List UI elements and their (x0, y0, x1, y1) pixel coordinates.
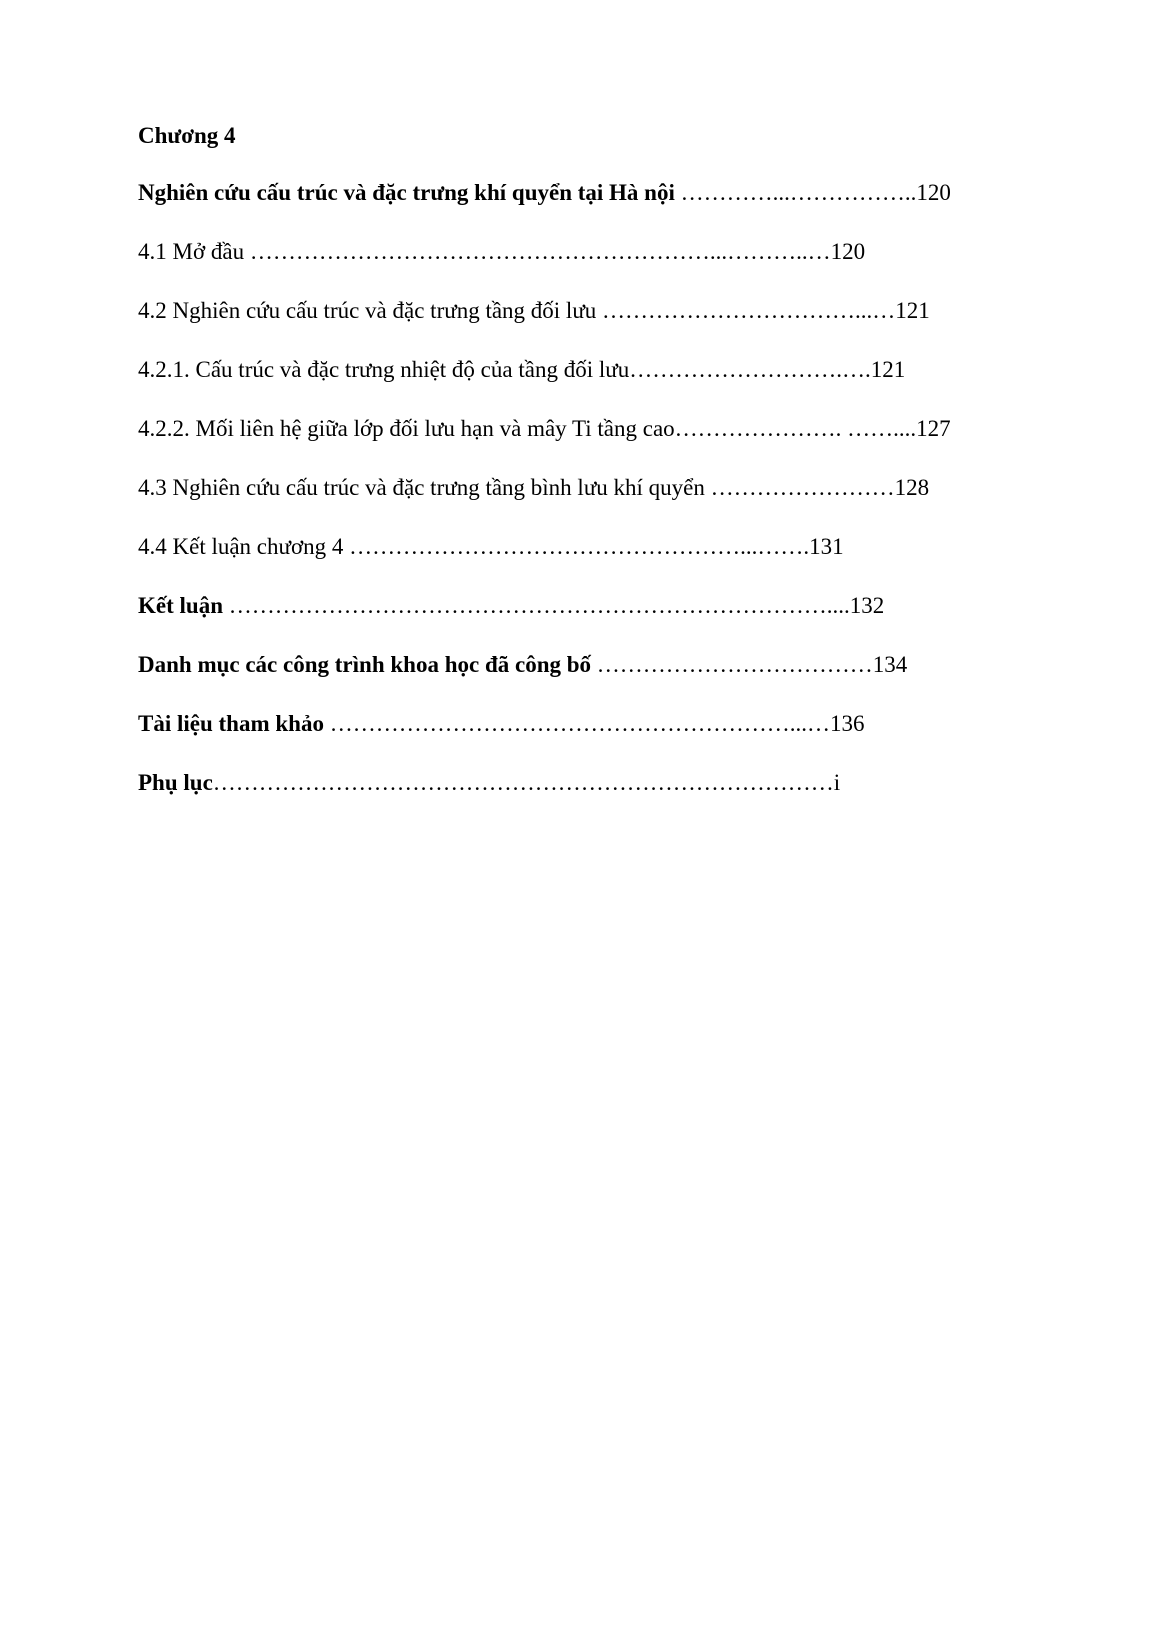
toc-entry-line (138, 180, 951, 205)
toc-entry-title: 4.2.2. Mối liên hệ giữa lớp đối lưu hạn và mây Ti tầng cao (138, 416, 675, 441)
toc-dot-leader: ……………………………………………………...………..… (244, 239, 831, 264)
toc-entry-phu-luc (138, 768, 1028, 827)
toc-page-number: 136 (829, 711, 865, 736)
toc-entry-line (138, 357, 905, 382)
toc-entry-line (138, 711, 864, 736)
toc-entry-line (138, 416, 951, 441)
toc-dot-leader: ……………………….…. (629, 357, 871, 382)
toc-entry-line (138, 593, 884, 618)
toc-entry-4-3 (138, 473, 1028, 532)
toc-page-number: 131 (809, 534, 844, 559)
toc-entry-line (138, 534, 844, 559)
toc-entry-line (138, 298, 930, 323)
toc-entry-title: Kết luận (138, 593, 223, 618)
toc-dot-leader: ……………………………………………………...… (323, 711, 830, 736)
toc-entry-line (138, 652, 907, 677)
toc-entry-4-2-1 (138, 355, 1028, 414)
toc-entry-title: Phụ lục (138, 770, 213, 795)
toc-entry-line (138, 770, 840, 795)
toc-entry-title: Danh mục các công trình khoa học đã công bố (138, 652, 592, 677)
toc-entry-title: Nghiên cứu cấu trúc và đặc trưng khí quyển tại Hà nội (138, 180, 675, 205)
toc-page-number: 121 (870, 357, 906, 382)
toc-entry-line (138, 239, 865, 264)
toc-entry-ket-luan (138, 591, 1028, 650)
toc-page-number: 127 (916, 416, 951, 441)
toc-dot-leader: …………………. …….... (674, 416, 917, 441)
toc-entry-title: 4.1 Mở đầu (138, 239, 245, 264)
toc-page-number: 120 (830, 239, 866, 264)
toc-page-number: 120 (916, 180, 951, 205)
toc-entry-4-1 (138, 237, 1028, 296)
toc-dot-leader: …………………… (704, 475, 895, 500)
table-of-contents (138, 178, 1028, 827)
toc-entry-4-2-2 (138, 414, 1028, 473)
toc-dot-leader: ……………………………… (591, 652, 873, 677)
toc-page-number: 121 (895, 298, 930, 323)
toc-dot-leader: …………………………………………………………………….... (222, 593, 850, 618)
toc-page-number: 132 (849, 593, 885, 618)
toc-entry-chapter-4 (138, 178, 1028, 237)
toc-entry-title: 4.2.1. Cấu trúc và đặc trưng nhiệt độ của tầng đối lưu (138, 357, 630, 382)
toc-entry-title: Tài liệu tham khảo (138, 711, 324, 736)
toc-page-number: i (833, 770, 841, 795)
toc-dot-leader: …………...…………….. (674, 180, 917, 205)
toc-entry-title: 4.3 Nghiên cứu cấu trúc và đặc trưng tầng bình lưu khí quyển (138, 475, 705, 500)
toc-entry-title: 4.2 Nghiên cứu cấu trúc và đặc trưng tầng đối lưu (138, 298, 597, 323)
toc-page-number: 134 (872, 652, 908, 677)
toc-entry-tai-lieu (138, 709, 1028, 768)
toc-entry-4-2 (138, 296, 1028, 355)
toc-entry-4-4 (138, 532, 1028, 591)
toc-entry-title: 4.4 Kết luận chương 4 (138, 534, 344, 559)
toc-dot-leader: ……………………………………………………………………… (212, 770, 834, 795)
toc-dot-leader: ……………………………...… (596, 298, 896, 323)
chapter-heading: Chương 4 (138, 123, 236, 148)
toc-entry-line (138, 475, 929, 500)
toc-page-number: 128 (894, 475, 930, 500)
toc-entry-danh-muc (138, 650, 1028, 709)
toc-dot-leader: ……………………………………………...……. (343, 534, 810, 559)
